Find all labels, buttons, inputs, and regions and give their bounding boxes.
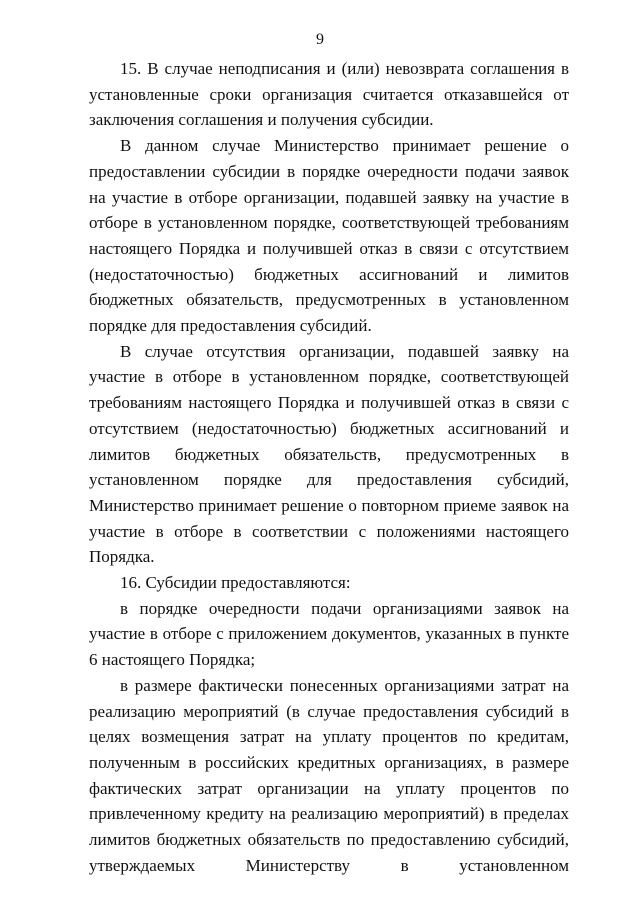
- paragraph-15-refusal: 15. В случае неподписания и (или) невозврата соглашения в установленные сроки организация считается отказавшейся от заключения соглашения и получения субсидии.: [89, 59, 569, 130]
- paragraph-16-heading: 16. Субсидии предоставляются:: [120, 573, 351, 593]
- document-body: [89, 56, 569, 879]
- page-number: 9: [316, 31, 324, 48]
- paragraph-actual-costs: в размере фактически понесенных организациями затрат на реализацию мероприятий (в случае предоставления субсидий в целях возмещения затрат на уплату процентов по кредитам, полученным в российских кредитных организациях, в размере фактических затрат организации на уплату процентов по привлеченному кредиту на реализацию мероприятий) в пределах лимитов бюджетных обязательств по предоставлению субсидий, утверждаемых Министерству в установленном: [89, 675, 569, 875]
- paragraph-ministry-decision: В данном случае Министерство принимает решение о предоставлении субсидии в порядке очередности подачи заявок на участие в отборе организации, подавшей заявку на участие в отборе в установленном порядке, соответствующей требованиям настоящего Порядка и получившей отказ в связи с отсутствием (недостаточностью) бюджетных ассигнований и лимитов бюджетных обязательств, предусмотренных в установленном порядке для предоставления субсидий.: [89, 136, 569, 336]
- paragraph-order-of-applications: в порядке очередности подачи организациями заявок на участие в отборе с приложением документов, указанных в пункте 6 настоящего Порядка;: [89, 598, 569, 670]
- paragraph-repeated-acceptance: В случае отсутствия организации, подавшей заявку на участие в отборе в установленном порядке, соответствующей требованиям настоящего Порядка и получившей отказ в связи с отсутствием (недостаточностью) бюджетных ассигнований и лимитов бюджетных обязательств, предусмотренных в установленном порядке для предоставления субсидий, Министерство принимает решение о повторном приеме заявок на участие в отборе в соответствии с положениями настоящего Порядка.: [89, 341, 569, 567]
